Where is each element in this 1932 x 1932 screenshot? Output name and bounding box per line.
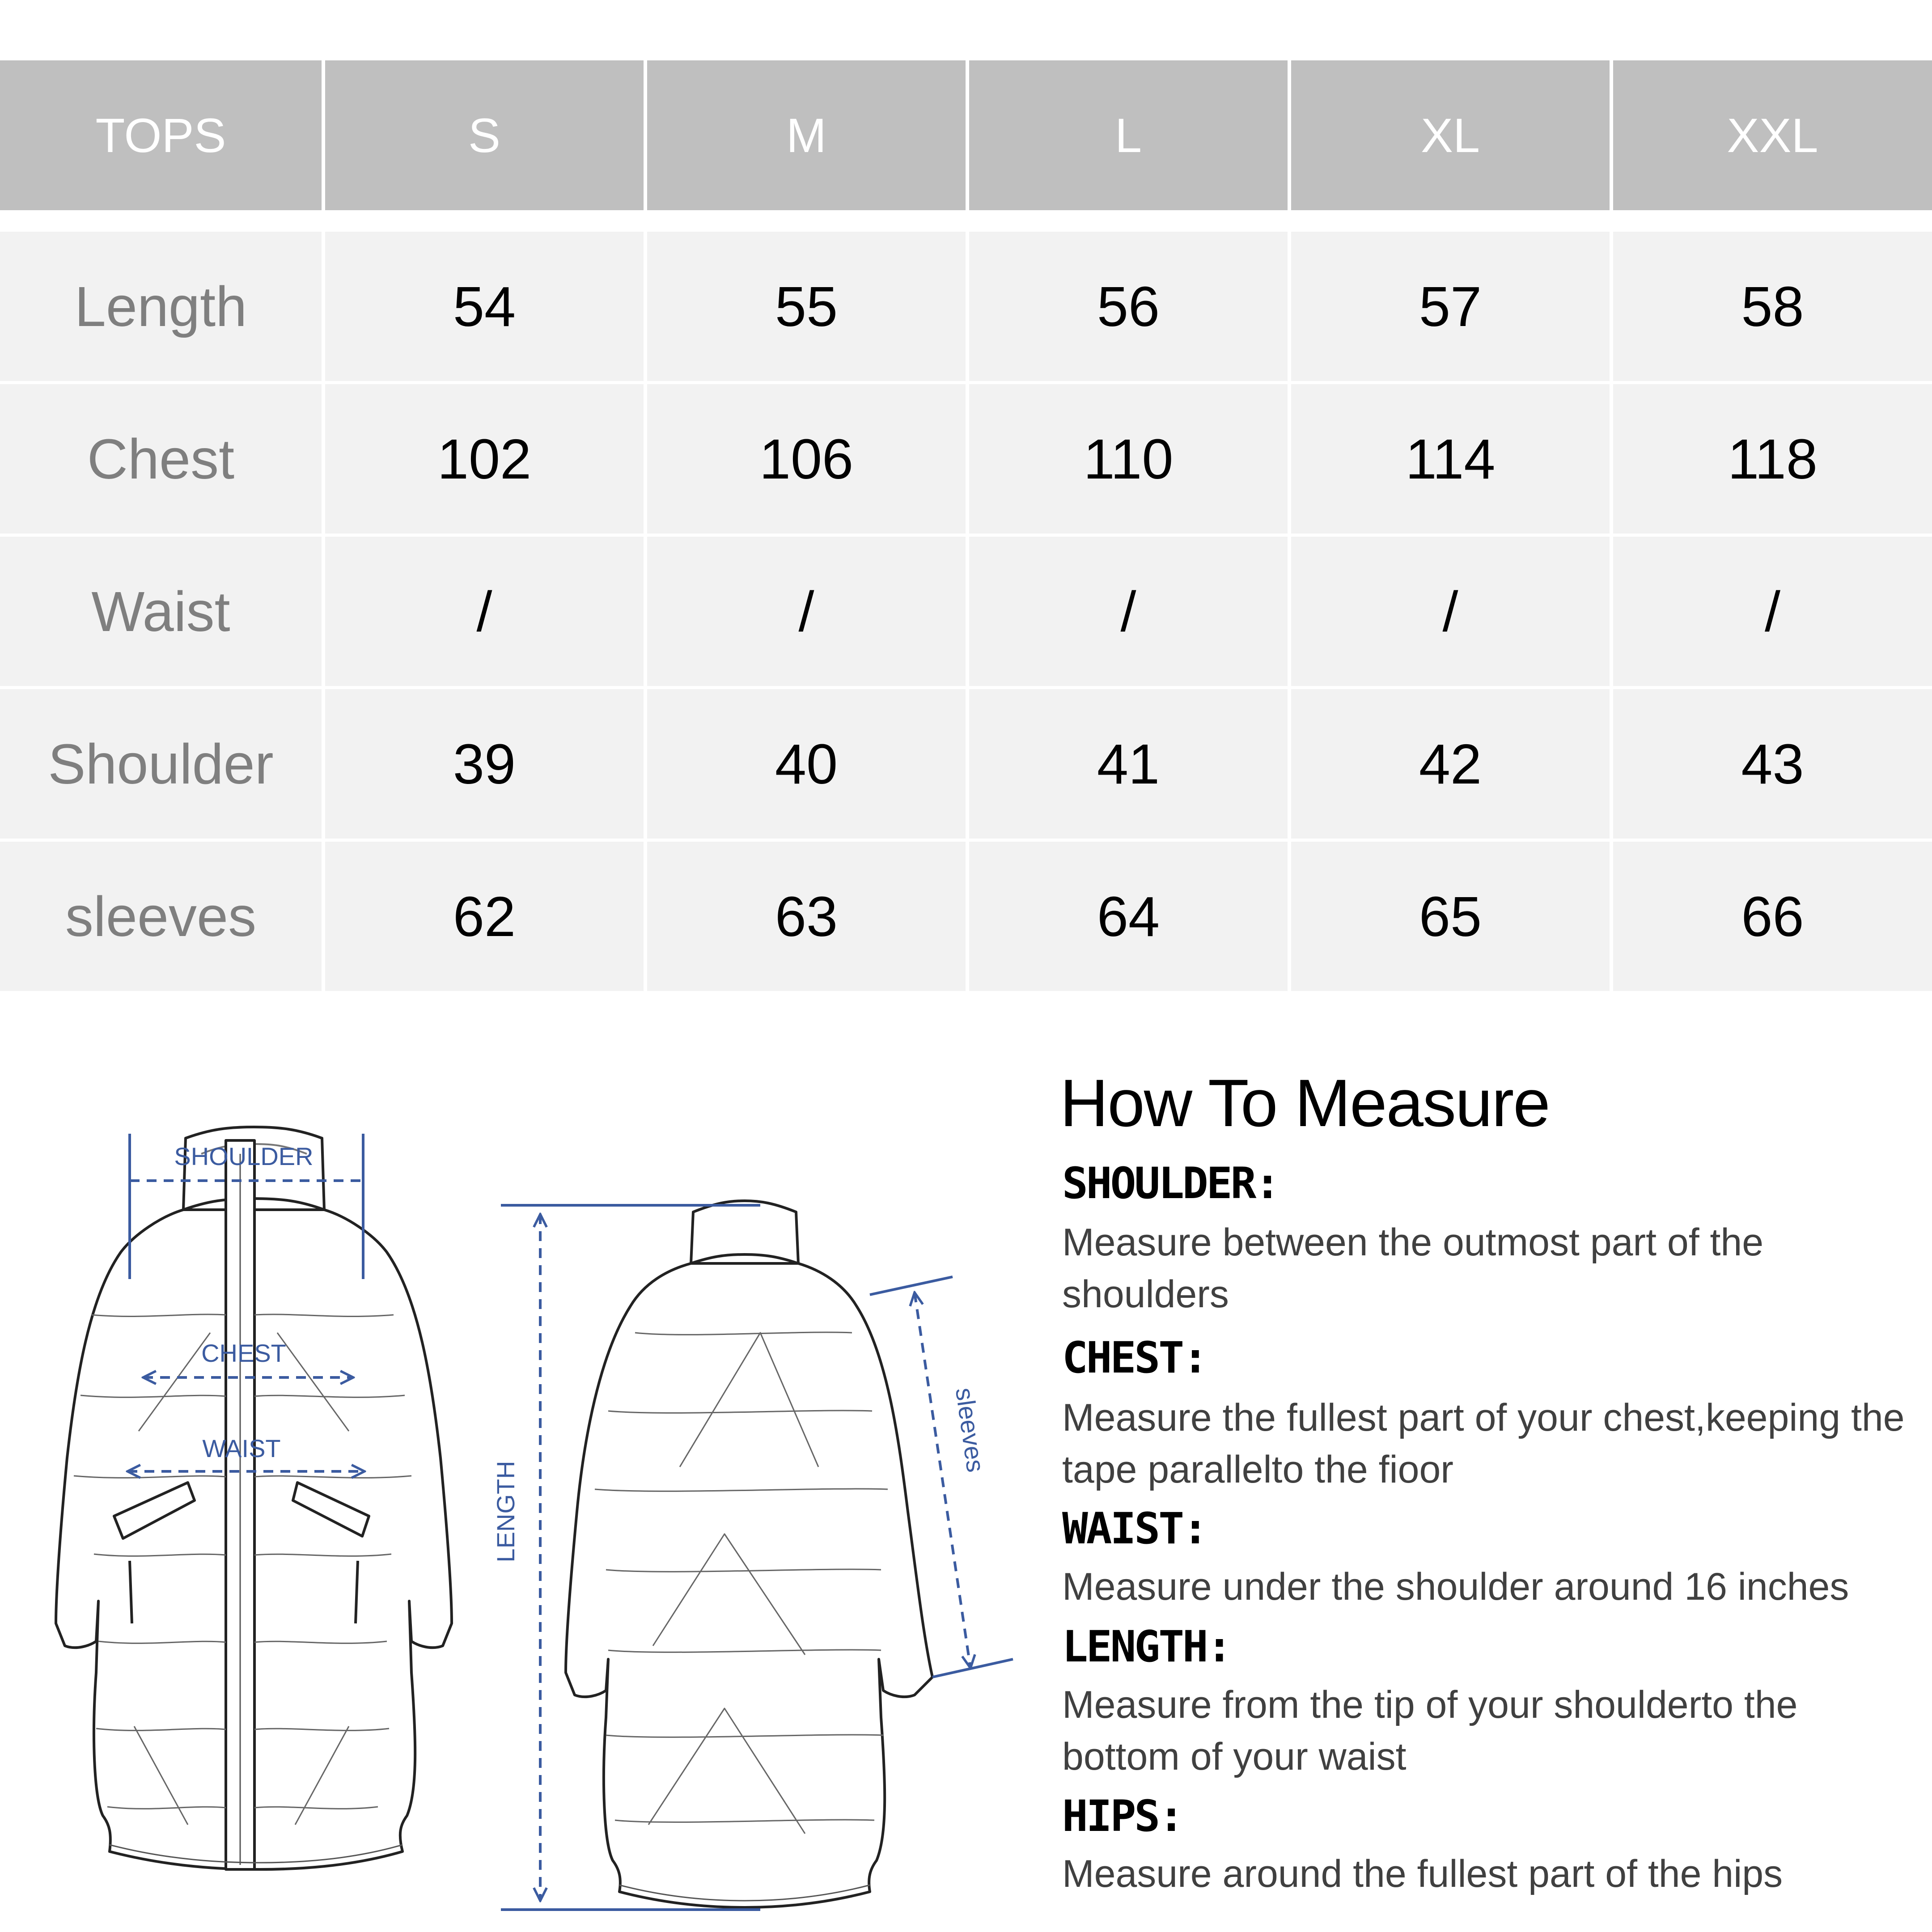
cell-shoulder-m: 40 <box>647 689 966 839</box>
waist-heading: WAIST: <box>1062 1504 1207 1554</box>
shoulder-description-line: Measure between the outmost part of the <box>1062 1221 1764 1264</box>
length-description-line: Measure from the tip of your shoulderto the <box>1062 1683 1798 1726</box>
sleeves-label: sleeves <box>950 1385 990 1474</box>
chest-heading: CHEST: <box>1062 1333 1207 1383</box>
shoulder-description-line: shoulders <box>1062 1273 1229 1316</box>
length-description <box>1062 1679 1925 1783</box>
cell-waist-m: / <box>647 537 966 686</box>
chest-description <box>1062 1392 1925 1496</box>
cell-shoulder-l: 41 <box>969 689 1288 839</box>
header-size-xxl: XXL <box>1613 60 1932 210</box>
shoulder-description <box>1062 1216 1925 1320</box>
cell-waist-xxl: / <box>1613 537 1932 686</box>
waist-description-line: Measure under the shoulder around 16 inches <box>1062 1565 1849 1608</box>
cell-length-m: 55 <box>647 232 966 381</box>
front-coat-illustration <box>56 1127 452 1869</box>
cell-sleeves-l: 64 <box>969 842 1288 991</box>
cell-chest-m: 106 <box>647 384 966 534</box>
chest-description-line: tape parallelto the fioor <box>1062 1448 1453 1491</box>
row-label-chest: Chest <box>0 384 322 534</box>
cell-chest-s: 102 <box>325 384 644 534</box>
cell-sleeves-m: 63 <box>647 842 966 991</box>
row-label-waist: Waist <box>0 537 322 686</box>
header-size-s: S <box>325 60 644 210</box>
shoulder-label: SHOULDER <box>174 1142 314 1170</box>
row-label-length: Length <box>0 232 322 381</box>
cell-shoulder-s: 39 <box>325 689 644 839</box>
row-label-shoulder: Shoulder <box>0 689 322 839</box>
cell-shoulder-xxl: 43 <box>1613 689 1932 839</box>
header-size-xl: XL <box>1291 60 1610 210</box>
waist-label: WAIST <box>202 1434 281 1462</box>
row-label-sleeves: sleeves <box>0 842 322 991</box>
header-tops: TOPS <box>0 60 322 210</box>
cell-chest-xxl: 118 <box>1613 384 1932 534</box>
chest-label: CHEST <box>201 1339 286 1367</box>
back-coat-illustration <box>566 1201 932 1907</box>
cell-waist-xl: / <box>1291 537 1610 686</box>
cell-length-s: 54 <box>325 232 644 381</box>
cell-sleeves-s: 62 <box>325 842 644 991</box>
length-description-line: bottom of your waist <box>1062 1735 1407 1778</box>
header-size-l: L <box>969 60 1288 210</box>
chest-description-line: Measure the fullest part of your chest,keeping the <box>1062 1396 1905 1439</box>
hips-heading: HIPS: <box>1062 1791 1182 1841</box>
hips-description <box>1062 1848 1925 1900</box>
hips-description-line: Measure around the fullest part of the hips <box>1062 1852 1783 1895</box>
length-label: LENGTH <box>491 1461 520 1563</box>
cell-length-xl: 57 <box>1291 232 1610 381</box>
shoulder-heading: SHOULDER: <box>1062 1158 1279 1208</box>
cell-waist-l: / <box>969 537 1288 686</box>
cell-length-l: 56 <box>969 232 1288 381</box>
cell-length-xxl: 58 <box>1613 232 1932 381</box>
cell-chest-xl: 114 <box>1291 384 1610 534</box>
cell-sleeves-xxl: 66 <box>1613 842 1932 991</box>
cell-shoulder-xl: 42 <box>1291 689 1610 839</box>
header-size-m: M <box>647 60 966 210</box>
cell-sleeves-xl: 65 <box>1291 842 1610 991</box>
waist-description <box>1062 1561 1925 1613</box>
cell-waist-s: / <box>325 537 644 686</box>
length-heading: LENGTH: <box>1062 1622 1231 1672</box>
how-to-measure-title: How To Measure <box>1060 1065 1550 1140</box>
coat-diagram <box>0 1064 1042 1932</box>
cell-chest-l: 110 <box>969 384 1288 534</box>
